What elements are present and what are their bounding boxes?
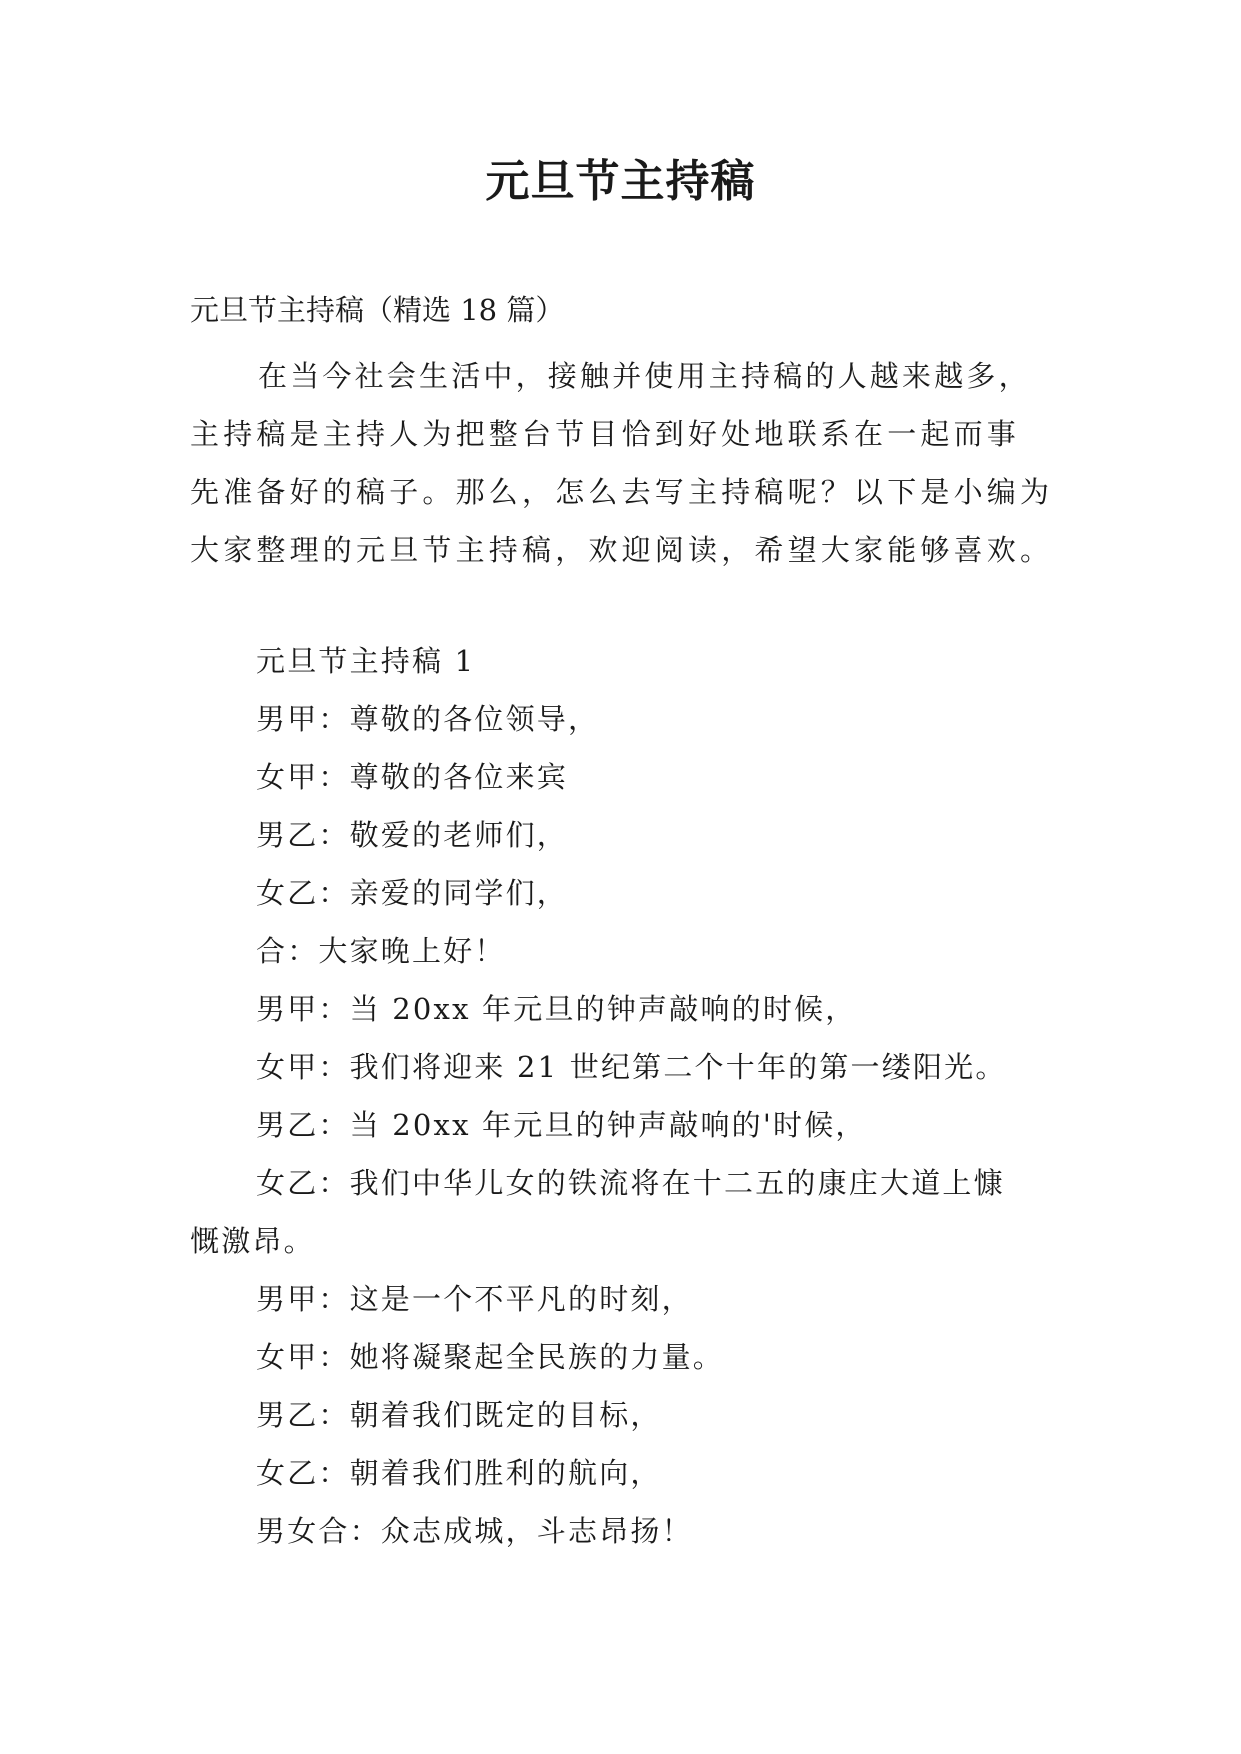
- script-line: 女乙：亲爱的同学们，: [256, 876, 569, 910]
- intro-line: 先准备好的稿子。那么，怎么去写主持稿呢？以下是小编为: [190, 475, 1054, 509]
- intro-line: 在当今社会生活中，接触并使用主持稿的人越来越多，: [258, 359, 1031, 393]
- section-heading: 元旦节主持稿 1: [256, 644, 476, 678]
- document-title: 元旦节主持稿: [485, 156, 756, 207]
- intro-line: 主持稿是主持人为把整台节目恰到好处地联系在一起而事: [190, 417, 1021, 451]
- intro-paragraph: [190, 347, 1070, 579]
- script-line: 合：大家晚上好！: [256, 934, 506, 968]
- script-line: 女甲：我们将迎来 21 世纪第二个十年的第一缕阳光。: [256, 1050, 1007, 1084]
- intro-line: 大家整理的元旦节主持稿，欢迎阅读，希望大家能够喜欢。: [190, 533, 1054, 567]
- script-line: 男乙：敬爱的老师们，: [256, 818, 569, 852]
- script-line: 女甲：她将凝聚起全民族的力量。: [256, 1340, 725, 1374]
- script-line: 男甲：当 20xx 年元旦的钟声敲响的时候，: [256, 992, 857, 1026]
- script-line: 女乙：我们中华儿女的铁流将在十二五的康庄大道上慷: [256, 1166, 1005, 1200]
- script-line: 男甲：尊敬的各位领导，: [256, 702, 600, 736]
- document-subtitle: 元旦节主持稿（精选 18 篇）: [190, 293, 565, 327]
- script-line-continuation: 慨激昂。: [190, 1224, 315, 1258]
- script-line: 男女合：众志成城，斗志昂扬！: [256, 1514, 693, 1548]
- script-line: 男乙：当 20xx 年元旦的钟声敲响的'时候，: [256, 1108, 867, 1142]
- script-line: 男甲：这是一个不平凡的时刻，: [256, 1282, 693, 1316]
- script-line: 女甲：尊敬的各位来宾: [256, 760, 569, 794]
- script-body: [190, 632, 1070, 1560]
- script-line: 男乙：朝着我们既定的目标，: [256, 1398, 662, 1432]
- script-line: 女乙：朝着我们胜利的航向，: [256, 1456, 662, 1490]
